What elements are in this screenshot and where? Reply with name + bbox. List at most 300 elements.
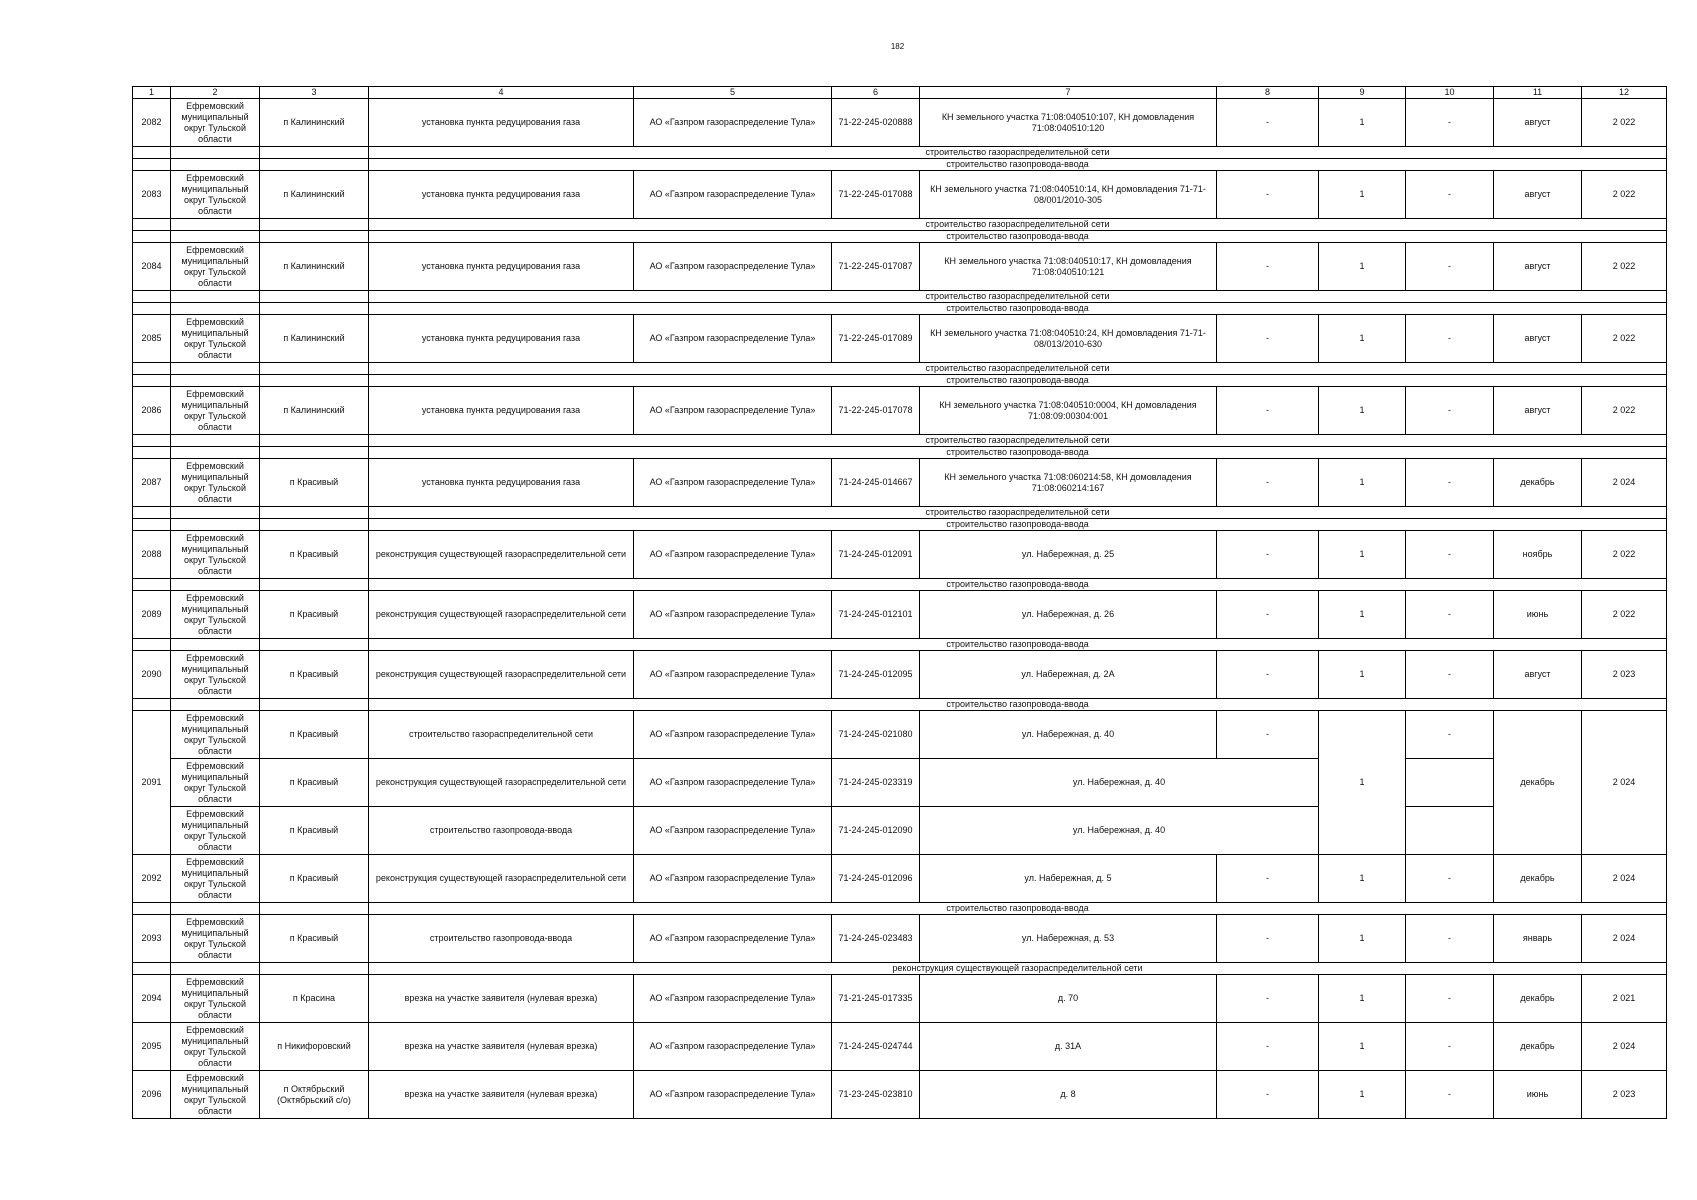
cell-object: д. 70 [920, 975, 1217, 1023]
cell-district: Ефремовский муниципальный округ Тульской области [171, 171, 260, 219]
cell-year: 2 022 [1582, 531, 1667, 579]
cell-year: 2 024 [1582, 711, 1667, 855]
cell-settlement: п Калининский [260, 171, 369, 219]
subtitle-row [133, 699, 1667, 711]
cell-district: Ефремовский муниципальный округ Тульской области [171, 591, 260, 639]
cell-col8: - [1217, 855, 1319, 903]
cell-empty [171, 903, 260, 915]
cell-empty [133, 231, 171, 243]
subtitle-text: реконструкция существующей газораспределительной сети [369, 963, 1667, 975]
cell-organization: АО «Газпром газораспределение Тула» [634, 711, 832, 759]
cell-col10: - [1406, 387, 1494, 435]
cell-col9: 1 [1319, 171, 1406, 219]
cell-col8: - [1217, 1071, 1319, 1119]
cell-organization: АО «Газпром газораспределение Тула» [634, 171, 832, 219]
cell-col9: 1 [1319, 1071, 1406, 1119]
cell-empty [260, 903, 369, 915]
subtitle-text: строительство газораспределительной сети [369, 219, 1667, 231]
cell-col10: - [1406, 591, 1494, 639]
cell-col8: - [1217, 915, 1319, 963]
subtitle-text: строительство газопровода-ввода [369, 699, 1667, 711]
cell-organization: АО «Газпром газораспределение Тула» [634, 1071, 832, 1119]
cell-year: 2 024 [1582, 855, 1667, 903]
column-number-row [133, 87, 1667, 99]
cell-district: Ефремовский муниципальный округ Тульской области [171, 807, 260, 855]
cell-code: 71-24-245-012101 [832, 591, 920, 639]
subtitle-text: строительство газораспределительной сети [369, 507, 1667, 519]
cell-empty [260, 507, 369, 519]
cell-work-type: строительство газопровода-ввода [369, 915, 634, 963]
cell-empty [171, 147, 260, 159]
cell-empty [171, 507, 260, 519]
cell-object: ул. Набережная, д. 2А [920, 651, 1217, 699]
cell-month: август [1494, 651, 1582, 699]
table-row [133, 807, 1667, 855]
cell-organization: АО «Газпром газораспределение Тула» [634, 1023, 832, 1071]
cell-organization: АО «Газпром газораспределение Тула» [634, 99, 832, 147]
cell-code: 71-22-245-017089 [832, 315, 920, 363]
cell-district: Ефремовский муниципальный округ Тульской области [171, 855, 260, 903]
cell-code: 71-24-245-021080 [832, 711, 920, 759]
cell-object: ул. Набережная, д. 26 [920, 591, 1217, 639]
cell-code: 71-22-245-020888 [832, 99, 920, 147]
cell-col9: 1 [1319, 1023, 1406, 1071]
cell-col8: - [1217, 387, 1319, 435]
cell-year: 2 022 [1582, 387, 1667, 435]
subtitle-text: строительство газопровода-ввода [369, 903, 1667, 915]
cell-col9: 1 [1319, 387, 1406, 435]
cell-work-type: врезка на участке заявителя (нулевая врезка) [369, 975, 634, 1023]
cell-number: 2090 [133, 651, 171, 699]
cell-district: Ефремовский муниципальный округ Тульской области [171, 915, 260, 963]
table-row [133, 171, 1667, 219]
cell-month: август [1494, 99, 1582, 147]
cell-empty [133, 159, 171, 171]
cell-settlement: п Калининский [260, 243, 369, 291]
cell-object: КН земельного участка 71:08:040510:14, КН домовладения 71-71-08/001/2010-305 [920, 171, 1217, 219]
cell-col10 [1406, 759, 1494, 807]
cell-number: 2087 [133, 459, 171, 507]
cell-col10: - [1406, 171, 1494, 219]
cell-year: 2 022 [1582, 171, 1667, 219]
cell-col8: - [1217, 975, 1319, 1023]
table-row [133, 531, 1667, 579]
cell-col10: - [1406, 315, 1494, 363]
cell-empty [133, 147, 171, 159]
cell-empty [260, 639, 369, 651]
cell-empty [133, 219, 171, 231]
cell-number: 2095 [133, 1023, 171, 1071]
cell-empty [171, 639, 260, 651]
cell-code: 71-24-245-023319 [832, 759, 920, 807]
subtitle-row [133, 231, 1667, 243]
cell-code: 71-22-245-017088 [832, 171, 920, 219]
cell-object: КН земельного участка 71:08:040510:17, КН домовладения 71:08:040510:121 [920, 243, 1217, 291]
cell-number: 2093 [133, 915, 171, 963]
cell-month: август [1494, 387, 1582, 435]
cell-settlement: п Октябрьский (Октябрьский с/о) [260, 1071, 369, 1119]
cell-empty [133, 639, 171, 651]
cell-object: КН земельного участка 71:08:040510:24, КН домовладения 71-71-08/013/2010-630 [920, 315, 1217, 363]
cell-empty [133, 507, 171, 519]
cell-empty [171, 579, 260, 591]
cell-organization: АО «Газпром газораспределение Тула» [634, 651, 832, 699]
cell-work-type: установка пункта редуцирования газа [369, 99, 634, 147]
cell-district: Ефремовский муниципальный округ Тульской области [171, 711, 260, 759]
cell-empty [260, 963, 369, 975]
cell-organization: АО «Газпром газораспределение Тула» [634, 975, 832, 1023]
cell-number: 2086 [133, 387, 171, 435]
cell-col10: - [1406, 711, 1494, 759]
cell-empty [133, 447, 171, 459]
cell-month: декабрь [1494, 459, 1582, 507]
cell-number: 2096 [133, 1071, 171, 1119]
cell-empty [171, 447, 260, 459]
subtitle-row [133, 447, 1667, 459]
cell-number: 2089 [133, 591, 171, 639]
cell-col9: 1 [1319, 915, 1406, 963]
cell-code: 71-22-245-017078 [832, 387, 920, 435]
cell-settlement: п Калининский [260, 387, 369, 435]
subtitle-row [133, 219, 1667, 231]
subtitle-text: строительство газопровода-ввода [369, 159, 1667, 171]
cell-year: 2 021 [1582, 975, 1667, 1023]
cell-col10: - [1406, 531, 1494, 579]
cell-district: Ефремовский муниципальный округ Тульской области [171, 651, 260, 699]
cell-year: 2 022 [1582, 591, 1667, 639]
cell-organization: АО «Газпром газораспределение Тула» [634, 459, 832, 507]
cell-empty [171, 159, 260, 171]
cell-object: ул. Набережная, д. 40 [920, 807, 1319, 855]
subtitle-row [133, 963, 1667, 975]
cell-code: 71-22-245-017087 [832, 243, 920, 291]
cell-col10: - [1406, 975, 1494, 1023]
cell-number: 2085 [133, 315, 171, 363]
cell-year: 2 024 [1582, 459, 1667, 507]
cell-empty [171, 435, 260, 447]
cell-organization: АО «Газпром газораспределение Тула» [634, 807, 832, 855]
cell-settlement: п Красивый [260, 591, 369, 639]
cell-number: 2083 [133, 171, 171, 219]
cell-work-type: установка пункта редуцирования газа [369, 387, 634, 435]
subtitle-row [133, 639, 1667, 651]
cell-empty [171, 291, 260, 303]
cell-empty [260, 291, 369, 303]
cell-organization: АО «Газпром газораспределение Тула» [634, 915, 832, 963]
cell-code: 71-23-245-023810 [832, 1071, 920, 1119]
cell-organization: АО «Газпром газораспределение Тула» [634, 531, 832, 579]
cell-empty [260, 699, 369, 711]
table-row [133, 387, 1667, 435]
subtitle-row [133, 291, 1667, 303]
cell-object: ул. Набережная, д. 40 [920, 759, 1319, 807]
cell-col10: - [1406, 459, 1494, 507]
cell-code: 71-24-245-024744 [832, 1023, 920, 1071]
column-header: 9 [1319, 87, 1406, 99]
cell-settlement: п Красивый [260, 759, 369, 807]
table-row [133, 855, 1667, 903]
cell-work-type: строительство газопровода-ввода [369, 807, 634, 855]
cell-empty [133, 963, 171, 975]
cell-object: ул. Набережная, д. 25 [920, 531, 1217, 579]
cell-col8: - [1217, 171, 1319, 219]
subtitle-text: строительство газопровода-ввода [369, 519, 1667, 531]
cell-empty [260, 447, 369, 459]
cell-organization: АО «Газпром газораспределение Тула» [634, 315, 832, 363]
cell-district: Ефремовский муниципальный округ Тульской области [171, 459, 260, 507]
cell-organization: АО «Газпром газораспределение Тула» [634, 243, 832, 291]
cell-settlement: п Калининский [260, 315, 369, 363]
cell-col10: - [1406, 1023, 1494, 1071]
cell-empty [133, 303, 171, 315]
page-number: 182 [890, 42, 905, 51]
cell-col9: 1 [1319, 243, 1406, 291]
cell-empty [133, 519, 171, 531]
cell-month: декабрь [1494, 711, 1582, 855]
cell-number: 2082 [133, 99, 171, 147]
cell-col9: 1 [1319, 531, 1406, 579]
cell-settlement: п Красивый [260, 651, 369, 699]
table-row [133, 315, 1667, 363]
cell-organization: АО «Газпром газораспределение Тула» [634, 759, 832, 807]
column-header: 4 [369, 87, 634, 99]
cell-year: 2 022 [1582, 243, 1667, 291]
subtitle-text: строительство газопровода-ввода [369, 447, 1667, 459]
cell-settlement: п Красивый [260, 711, 369, 759]
cell-empty [171, 375, 260, 387]
cell-empty [260, 375, 369, 387]
cell-code: 71-21-245-017335 [832, 975, 920, 1023]
cell-work-type: реконструкция существующей газораспределительной сети [369, 759, 634, 807]
cell-month: декабрь [1494, 1023, 1582, 1071]
column-header: 11 [1494, 87, 1582, 99]
cell-col10: - [1406, 99, 1494, 147]
subtitle-row [133, 363, 1667, 375]
cell-organization: АО «Газпром газораспределение Тула» [634, 387, 832, 435]
subtitle-text: строительство газораспределительной сети [369, 291, 1667, 303]
cell-col10: - [1406, 855, 1494, 903]
table-row [133, 99, 1667, 147]
cell-object: д. 31А [920, 1023, 1217, 1071]
cell-col9: 1 [1319, 591, 1406, 639]
cell-settlement: п Никифоровский [260, 1023, 369, 1071]
subtitle-row [133, 435, 1667, 447]
subtitle-row [133, 303, 1667, 315]
cell-code: 71-24-245-023483 [832, 915, 920, 963]
registry-table [132, 86, 1667, 1119]
cell-settlement: п Калининский [260, 99, 369, 147]
cell-number: 2088 [133, 531, 171, 579]
cell-work-type: реконструкция существующей газораспределительной сети [369, 855, 634, 903]
cell-settlement: п Красивый [260, 855, 369, 903]
cell-work-type: врезка на участке заявителя (нулевая врезка) [369, 1023, 634, 1071]
cell-settlement: п Красина [260, 975, 369, 1023]
subtitle-text: строительство газораспределительной сети [369, 147, 1667, 159]
subtitle-row [133, 519, 1667, 531]
cell-organization: АО «Газпром газораспределение Тула» [634, 855, 832, 903]
cell-month: декабрь [1494, 855, 1582, 903]
cell-object: ул. Набережная, д. 40 [920, 711, 1217, 759]
cell-col8: - [1217, 459, 1319, 507]
column-header: 7 [920, 87, 1217, 99]
cell-object: ул. Набережная, д. 53 [920, 915, 1217, 963]
cell-district: Ефремовский муниципальный округ Тульской области [171, 243, 260, 291]
column-header: 5 [634, 87, 832, 99]
cell-month: июнь [1494, 1071, 1582, 1119]
cell-empty [133, 435, 171, 447]
cell-month: декабрь [1494, 975, 1582, 1023]
subtitle-text: строительство газопровода-ввода [369, 231, 1667, 243]
cell-col9: 1 [1319, 975, 1406, 1023]
cell-year: 2 022 [1582, 99, 1667, 147]
cell-month: январь [1494, 915, 1582, 963]
subtitle-text: строительство газопровода-ввода [369, 579, 1667, 591]
cell-work-type: установка пункта редуцирования газа [369, 243, 634, 291]
table-row [133, 459, 1667, 507]
column-header: 6 [832, 87, 920, 99]
cell-code: 71-24-245-012091 [832, 531, 920, 579]
cell-empty [260, 519, 369, 531]
cell-col10 [1406, 807, 1494, 855]
cell-empty [260, 231, 369, 243]
cell-work-type: установка пункта редуцирования газа [369, 315, 634, 363]
cell-col9: 1 [1319, 711, 1406, 855]
column-header: 8 [1217, 87, 1319, 99]
subtitle-row [133, 375, 1667, 387]
cell-col8: - [1217, 315, 1319, 363]
cell-empty [171, 303, 260, 315]
subtitle-row [133, 159, 1667, 171]
cell-object: КН земельного участка 71:08:060214:58, КН домовладения 71:08:060214:167 [920, 459, 1217, 507]
cell-empty [133, 375, 171, 387]
cell-year: 2 024 [1582, 1023, 1667, 1071]
cell-empty [260, 435, 369, 447]
cell-col8: - [1217, 651, 1319, 699]
column-header: 3 [260, 87, 369, 99]
cell-object: ул. Набережная, д. 5 [920, 855, 1217, 903]
cell-empty [133, 699, 171, 711]
cell-number: 2092 [133, 855, 171, 903]
cell-empty [260, 303, 369, 315]
cell-district: Ефремовский муниципальный округ Тульской области [171, 99, 260, 147]
cell-empty [171, 699, 260, 711]
cell-organization: АО «Газпром газораспределение Тула» [634, 591, 832, 639]
cell-number: 2084 [133, 243, 171, 291]
cell-work-type: реконструкция существующей газораспределительной сети [369, 651, 634, 699]
cell-district: Ефремовский муниципальный округ Тульской области [171, 759, 260, 807]
table-row [133, 711, 1667, 759]
cell-district: Ефремовский муниципальный округ Тульской области [171, 387, 260, 435]
cell-settlement: п Красивый [260, 915, 369, 963]
cell-work-type: реконструкция существующей газораспределительной сети [369, 591, 634, 639]
cell-col8: - [1217, 531, 1319, 579]
cell-month: август [1494, 243, 1582, 291]
cell-number: 2091 [133, 711, 171, 855]
cell-col9: 1 [1319, 651, 1406, 699]
cell-empty [260, 363, 369, 375]
cell-col8: - [1217, 243, 1319, 291]
cell-work-type: строительство газораспределительной сети [369, 711, 634, 759]
cell-col10: - [1406, 243, 1494, 291]
cell-empty [260, 147, 369, 159]
cell-empty [260, 579, 369, 591]
subtitle-text: строительство газопровода-ввода [369, 639, 1667, 651]
cell-col10: - [1406, 915, 1494, 963]
subtitle-text: строительство газораспределительной сети [369, 435, 1667, 447]
cell-col10: - [1406, 1071, 1494, 1119]
cell-col9: 1 [1319, 99, 1406, 147]
cell-settlement: п Красивый [260, 531, 369, 579]
cell-object: д. 8 [920, 1071, 1217, 1119]
cell-code: 71-24-245-012090 [832, 807, 920, 855]
cell-col9: 1 [1319, 459, 1406, 507]
cell-work-type: установка пункта редуцирования газа [369, 459, 634, 507]
cell-col10: - [1406, 651, 1494, 699]
cell-month: август [1494, 315, 1582, 363]
table-row [133, 591, 1667, 639]
subtitle-text: строительство газопровода-ввода [369, 375, 1667, 387]
cell-empty [133, 363, 171, 375]
cell-district: Ефремовский муниципальный округ Тульской области [171, 1023, 260, 1071]
cell-col8: - [1217, 591, 1319, 639]
subtitle-row [133, 147, 1667, 159]
cell-col8: - [1217, 99, 1319, 147]
cell-settlement: п Красивый [260, 807, 369, 855]
cell-code: 71-24-245-014667 [832, 459, 920, 507]
cell-code: 71-24-245-012095 [832, 651, 920, 699]
table-row [133, 243, 1667, 291]
cell-month: ноябрь [1494, 531, 1582, 579]
subtitle-text: строительство газораспределительной сети [369, 363, 1667, 375]
cell-empty [171, 963, 260, 975]
cell-object: КН земельного участка 71:08:040510:107, КН домовладения 71:08:040510:120 [920, 99, 1217, 147]
cell-district: Ефремовский муниципальный округ Тульской области [171, 531, 260, 579]
cell-empty [171, 219, 260, 231]
cell-district: Ефремовский муниципальный округ Тульской области [171, 315, 260, 363]
cell-work-type: врезка на участке заявителя (нулевая врезка) [369, 1071, 634, 1119]
cell-month: август [1494, 171, 1582, 219]
cell-year: 2 024 [1582, 915, 1667, 963]
table-body [133, 99, 1667, 1119]
cell-year: 2 022 [1582, 315, 1667, 363]
cell-month: июнь [1494, 591, 1582, 639]
cell-empty [133, 903, 171, 915]
cell-work-type: установка пункта редуцирования газа [369, 171, 634, 219]
cell-object: КН земельного участка 71:08:040510:0004, КН домовладения 71:08:09:00304:001 [920, 387, 1217, 435]
cell-number: 2094 [133, 975, 171, 1023]
cell-code: 71-24-245-012096 [832, 855, 920, 903]
cell-year: 2 023 [1582, 651, 1667, 699]
cell-empty [133, 291, 171, 303]
column-header: 12 [1582, 87, 1667, 99]
subtitle-text: строительство газопровода-ввода [369, 303, 1667, 315]
subtitle-row [133, 903, 1667, 915]
cell-empty [171, 231, 260, 243]
table-row [133, 975, 1667, 1023]
table-row [133, 915, 1667, 963]
column-header: 1 [133, 87, 171, 99]
cell-settlement: п Красивый [260, 459, 369, 507]
cell-district: Ефремовский муниципальный округ Тульской области [171, 1071, 260, 1119]
cell-empty [260, 159, 369, 171]
table-row [133, 759, 1667, 807]
column-header: 2 [171, 87, 260, 99]
cell-col9: 1 [1319, 855, 1406, 903]
table-row [133, 651, 1667, 699]
cell-empty [260, 219, 369, 231]
column-header: 10 [1406, 87, 1494, 99]
cell-empty [171, 519, 260, 531]
